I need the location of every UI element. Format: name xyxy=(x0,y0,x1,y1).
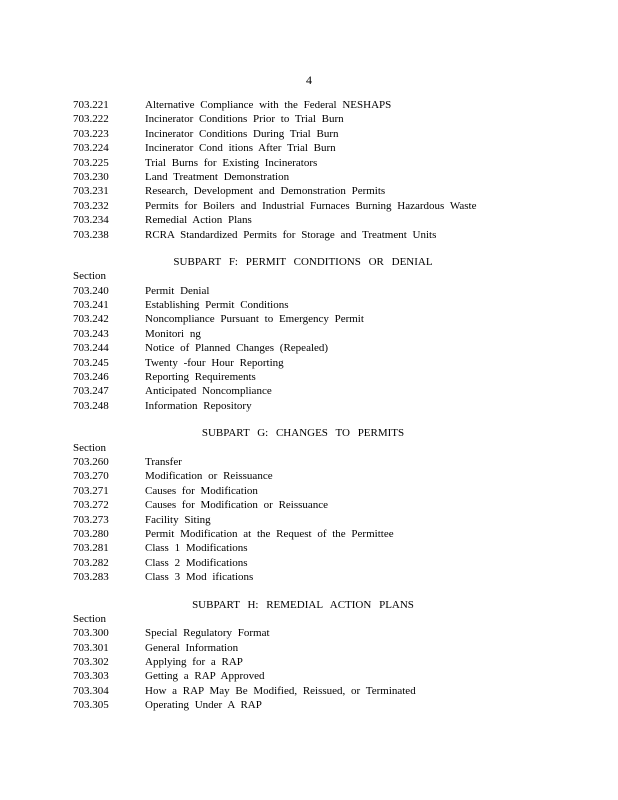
section-number: 703.222 xyxy=(73,113,109,126)
toc-entry xyxy=(73,341,553,355)
toc-entry xyxy=(73,327,553,341)
section-title: Reporting Requirements xyxy=(145,371,256,384)
section-number: 703.300 xyxy=(73,627,109,640)
toc-entry xyxy=(73,570,553,584)
table-of-contents xyxy=(73,98,553,713)
toc-entry xyxy=(73,498,553,512)
section-number: 703.270 xyxy=(73,470,109,483)
toc-entry xyxy=(73,199,553,213)
section-number: 703.234 xyxy=(73,214,109,227)
section-number: 703.242 xyxy=(73,313,109,326)
section-title: Alternative Compliance with the Federal NESHAPS xyxy=(145,99,392,111)
section-title: Permit Modification at the Request of the Permittee xyxy=(145,527,394,540)
toc-entry xyxy=(73,112,553,126)
toc-entry xyxy=(73,141,553,155)
toc-entry xyxy=(73,170,553,184)
section-number: 703.303 xyxy=(73,670,109,683)
toc-entry xyxy=(73,370,553,384)
section-number: 703.221 xyxy=(73,99,109,111)
section-number: 703.301 xyxy=(73,641,109,654)
toc-entry xyxy=(73,127,553,141)
toc-entry xyxy=(73,469,553,483)
section-number: 703.243 xyxy=(73,327,109,340)
section-title: Permits for Boilers and Industrial Furnaces Burning Hazardous Waste xyxy=(145,199,477,212)
section-title: Modification or Reissuance xyxy=(145,470,273,483)
section-number: 703.248 xyxy=(73,399,109,412)
section-number: 703.304 xyxy=(73,684,109,697)
section-title: Incinerator Conditions Prior to Trial Burn xyxy=(145,113,344,126)
toc-entry xyxy=(73,455,553,469)
toc-entry xyxy=(73,399,553,413)
section-title: Incinerator Cond itions After Trial Burn xyxy=(145,142,336,155)
section-title: Class 1 Modifications xyxy=(145,542,248,555)
toc-entry xyxy=(73,384,553,398)
toc-entry xyxy=(73,541,553,555)
section-title: Facility Siting xyxy=(145,513,211,526)
section-title: Applying for a RAP xyxy=(145,656,243,669)
section-title: Getting a RAP Approved xyxy=(145,670,265,683)
section-title: Operating Under A RAP xyxy=(145,699,262,712)
section-label: Section xyxy=(73,612,106,625)
section-title: Noncompliance Pursuant to Emergency Permit xyxy=(145,313,364,326)
toc-entry xyxy=(73,484,553,498)
section-title: Special Regulatory Format xyxy=(145,627,270,640)
section-number: 703.232 xyxy=(73,199,109,212)
subpart-heading: SUBPART F: PERMIT CONDITIONS OR DENIAL xyxy=(173,255,433,268)
section-number: 703.230 xyxy=(73,170,109,183)
toc-entry xyxy=(73,184,553,198)
subpart-heading: SUBPART G: CHANGES TO PERMITS xyxy=(201,427,405,440)
section-number: 703.245 xyxy=(73,356,109,369)
section-number: 703.244 xyxy=(73,342,109,355)
section-title: Research, Development and Demonstration Permits xyxy=(145,185,386,198)
section-title: How a RAP May Be Modified, Reissued, or Terminated xyxy=(145,684,416,697)
section-number: 703.241 xyxy=(73,299,109,312)
section-title: Class 2 Modifications xyxy=(145,556,248,569)
section-title: Incinerator Conditions During Trial Burn xyxy=(145,127,339,140)
section-number: 703.246 xyxy=(73,371,109,384)
toc-entry xyxy=(73,356,553,370)
section-number: 703.273 xyxy=(73,513,109,526)
section-title: Class 3 Mod ifications xyxy=(145,571,254,584)
section-number: 703.224 xyxy=(73,142,109,155)
toc-entry xyxy=(73,98,553,112)
section-number: 703.282 xyxy=(73,556,109,569)
toc-entry xyxy=(73,641,553,655)
section-number: 703.302 xyxy=(73,656,109,669)
section-title: Remedial Action Plans xyxy=(145,214,252,227)
toc-entry xyxy=(73,655,553,669)
subpart-heading: SUBPART H: REMEDIAL ACTION PLANS xyxy=(192,598,414,611)
toc-entry xyxy=(73,556,553,570)
toc-entry xyxy=(73,228,553,242)
section-title: General Information xyxy=(145,641,239,654)
toc-entry xyxy=(73,213,553,227)
section-title: RCRA Standardized Permits for Storage and Treatment Units xyxy=(145,228,437,241)
section-number: 703.272 xyxy=(73,499,109,512)
section-number: 703.281 xyxy=(73,542,109,555)
section-title: Land Treatment Demonstration xyxy=(145,170,290,183)
toc-entry xyxy=(73,298,553,312)
section-number: 703.283 xyxy=(73,571,109,584)
toc-entry xyxy=(73,156,553,170)
section-label: Section xyxy=(73,441,106,454)
section-number: 703.260 xyxy=(73,455,109,468)
section-number: 703.231 xyxy=(73,185,109,198)
section-title: Causes for Modification xyxy=(145,484,258,497)
section-label: Section xyxy=(73,270,106,283)
section-title: Anticipated Noncompliance xyxy=(145,385,272,398)
section-title: Notice of Planned Changes (Repealed) xyxy=(145,342,329,355)
section-title: Trial Burns for Existing Incinerators xyxy=(145,156,318,169)
toc-entry xyxy=(73,527,553,541)
section-title: Causes for Modification or Reissuance xyxy=(145,499,329,512)
section-title: Establishing Permit Conditions xyxy=(145,299,289,312)
section-title: Twenty -four Hour Reporting xyxy=(145,356,284,369)
toc-entry xyxy=(73,513,553,527)
section-number: 703.225 xyxy=(73,156,109,169)
section-title: Permit Denial xyxy=(145,284,210,297)
section-title: Monitori ng xyxy=(145,327,201,340)
section-title: Information Repository xyxy=(145,399,252,412)
section-number: 703.240 xyxy=(73,284,109,297)
section-number: 703.280 xyxy=(73,527,109,540)
section-title: Transfer xyxy=(145,455,182,468)
toc-entry xyxy=(73,284,553,298)
section-number: 703.305 xyxy=(73,699,109,712)
toc-entry xyxy=(73,669,553,683)
toc-entry xyxy=(73,626,553,640)
section-number: 703.238 xyxy=(73,228,109,241)
page-number: 4 xyxy=(306,73,312,87)
section-number: 703.247 xyxy=(73,385,109,398)
section-number: 703.223 xyxy=(73,127,109,140)
section-number: 703.271 xyxy=(73,484,109,497)
toc-entry xyxy=(73,684,553,698)
toc-entry xyxy=(73,698,553,712)
toc-entry xyxy=(73,312,553,326)
